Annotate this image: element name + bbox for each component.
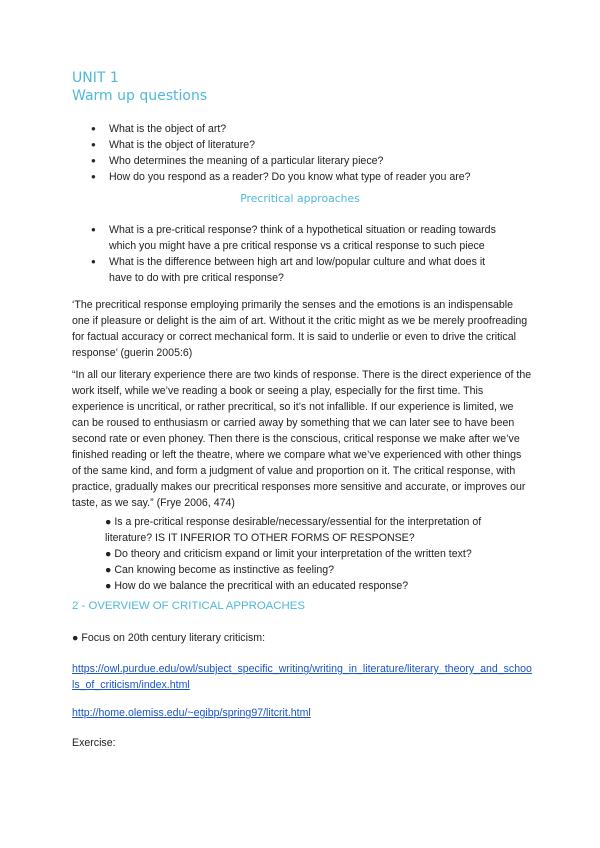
unit-title: UNIT 1 <box>72 70 119 86</box>
focus-note: ● Focus on 20th century literary criticism: <box>72 632 266 644</box>
unit-subtitle: Warm up questions <box>72 88 208 104</box>
list-item: ● Do theory and criticism expand or limit your interpretation of the written text? <box>105 548 472 560</box>
purdue-owl-link[interactable]: https://owl.purdue.edu/owl/subject_specific_writing/writing_in_literature/literary_theory_and_schoo ls_of_criticism/index.html <box>72 663 532 691</box>
list-item: ● How do we balance the precritical with an educated response? <box>105 580 409 592</box>
list-item: ● What is the object of literature? <box>90 137 471 153</box>
quote-guerin: ‘The precritical response employing primarily the senses and the emotions is an indispensable one if pleasure or delight is the aim of art. Without it the critic might as we be merely proofreading for factual accuracy or correct mechanical form. It is said to underlie or even to drive the critical response’ (guerin 2005:6) <box>72 299 528 359</box>
olemiss-litcrit-link[interactable]: http://home.olemiss.edu/~egibp/spring97/litcrit.html <box>72 707 311 719</box>
list-item: ● What is the object of art? <box>90 121 471 137</box>
section-2-heading: 2 - OVERVIEW OF CRITICAL APPROACHES <box>72 600 305 612</box>
discussion-question-list <box>105 514 515 594</box>
precritical-question-list <box>90 222 510 286</box>
quote-frye: “In all our literary experience there are two kinds of response. There is the direct experience of the work itself, while we’ve reading a book or seeing a play, especially for the first time. This experience is uncritical, or rather precritical, so it’s not infallible. If our experience is limited, we can be roused to enthusiasm or carried away by something that we can later see to have been second rate or even phoney. Then there is the conscious, critical response we make after we’ve finished reading or left the theatre, where we compare what we’ve experienced with other things of the same kind, and form a judgment of value and proportion on it. The critical response, with practice, gradually makes our precritical responses more sensitive and accurate, or improves our taste, as we say.” (Frye 2006, 474) <box>72 369 532 509</box>
list-item: ● Who determines the meaning of a particular literary piece? <box>90 153 471 169</box>
list-item: ● Can knowing become as instinctive as feeling? <box>105 564 334 576</box>
list-item: ● What is the difference between high art and low/popular culture and what does it have to do with pre critical response? <box>90 254 510 286</box>
exercise-label: Exercise: <box>72 737 116 749</box>
list-item: ● What is a pre-critical response? think of a hypothetical situation or reading towards which you might have a pre critical response vs a critical response to such piece <box>90 222 510 254</box>
list-item: ● How do you respond as a reader? Do you know what type of reader you are? <box>90 169 471 185</box>
precritical-heading: Precritical approaches <box>240 192 360 205</box>
warmup-question-list <box>90 121 471 185</box>
list-item: ● Is a pre-critical response desirable/necessary/essential for the interpretation of literature? IS IT INFERIOR TO OTHER FORMS OF RESPONSE? <box>105 516 482 544</box>
